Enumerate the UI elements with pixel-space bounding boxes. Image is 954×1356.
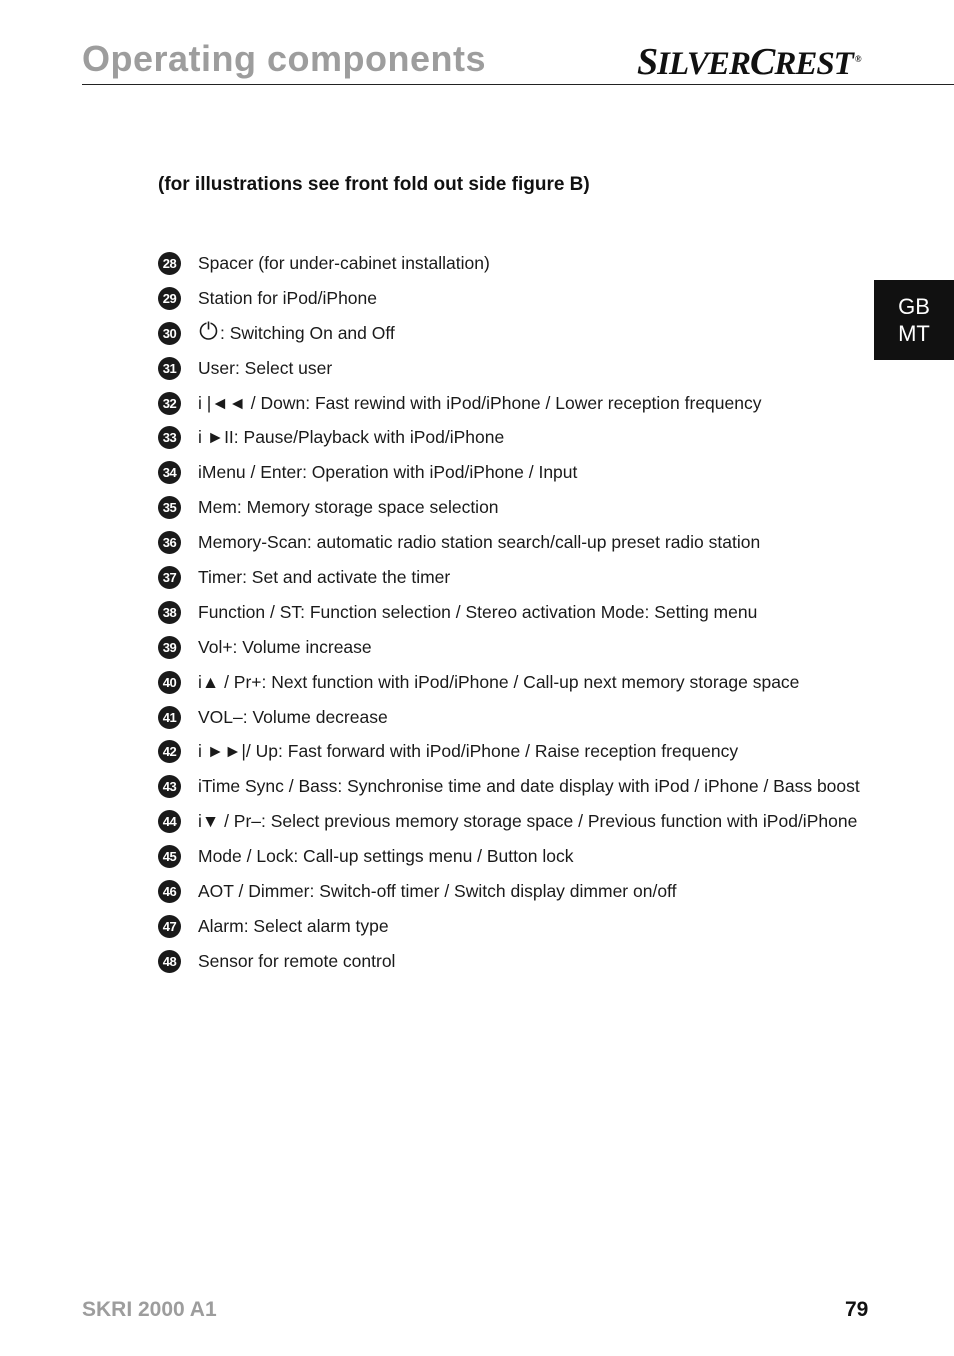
item-description: Vol+: Volume increase [198,636,372,657]
item-number-badge: 40 [158,671,181,694]
list-item [158,386,860,421]
list-item [158,351,860,386]
list-item [158,665,860,700]
item-number-badge: 36 [158,531,181,554]
list-item [158,769,860,804]
list-item [158,804,860,839]
item-description: Memory-Scan: automatic radio station search/call-up preset radio station [198,532,761,553]
list-item [158,630,860,665]
item-number-badge: 33 [158,426,181,449]
list-item [158,316,860,351]
item-number-badge: 43 [158,775,181,798]
list-item [158,525,860,560]
power-icon [198,320,219,346]
language-code-gb: GB [898,294,930,319]
item-number-badge: 32 [158,392,181,415]
item-number-badge: 28 [158,252,181,275]
item-number-badge: 38 [158,601,181,624]
item-number-badge: 45 [158,845,181,868]
language-tab [874,280,954,360]
item-description: Function / ST: Function selection / Stereo activation Mode: Setting menu [198,601,758,622]
list-item [158,490,860,525]
header-divider [82,84,954,85]
model-number: SKRI 2000 A1 [82,1298,217,1321]
item-description: AOT / Dimmer: Switch-off timer / Switch display dimmer on/off [198,880,677,901]
list-item [158,246,860,281]
list-item [158,874,860,909]
item-number-badge: 30 [158,322,181,345]
item-description: Timer: Set and activate the timer [198,566,451,587]
item-description: Sensor for remote control [198,950,396,971]
item-description: i▲ / Pr+: Next function with iPod/iPhone / Call-up next memory storage space [198,671,800,692]
list-item [158,595,860,630]
page-number: 79 [845,1298,869,1321]
item-description: Mode / Lock: Call-up settings menu / Button lock [198,846,574,867]
list-item [158,734,860,769]
figure-reference: (for illustrations see front fold out side figure B) [158,174,590,195]
list-item [158,700,860,735]
list-item [158,909,860,944]
item-number-badge: 37 [158,566,181,589]
item-number-badge: 31 [158,357,181,380]
item-description: i |◄◄ / Down: Fast rewind with iPod/iPhone / Lower reception frequency [198,392,762,413]
registered-mark: ® [854,54,861,64]
item-number-badge: 34 [158,461,181,484]
item-description: Mem: Memory storage space selection [198,497,499,518]
item-description: i ►II: Pause/Playback with iPod/iPhone [198,427,505,448]
list-item [158,281,860,316]
item-number-badge: 39 [158,636,181,659]
item-number-badge: 47 [158,915,181,938]
list-item [158,839,860,874]
item-description: i ►►|/ Up: Fast forward with iPod/iPhone / Raise reception frequency [198,741,739,762]
page-title: Operating components [82,38,487,79]
list-item [158,420,860,455]
item-number-badge: 35 [158,496,181,519]
item-number-badge: 41 [158,706,181,729]
brand-initial-s: S [637,41,658,83]
list-item [158,455,860,490]
brand-part-rest: REST [774,46,853,82]
components-list [158,246,860,979]
language-code-mt: MT [898,321,930,346]
list-item [158,560,860,595]
item-description: Spacer (for under-cabinet installation) [198,252,490,273]
item-number-badge: 44 [158,810,181,833]
silvercrest-logo [637,40,861,84]
item-description: : Switching On and Off [220,322,395,343]
item-number-badge: 42 [158,740,181,763]
item-description: User: Select user [198,357,333,378]
list-item [158,944,860,979]
item-description: Alarm: Select alarm type [198,915,389,936]
item-description: VOL–: Volume decrease [198,706,388,727]
item-description: i▼ / Pr–: Select previous memory storage space / Previous function with iPod/iPhone [198,811,858,832]
item-number-badge: 48 [158,950,181,973]
item-description: iTime Sync / Bass: Synchronise time and date display with iPod / iPhone / Bass boost [198,776,860,797]
item-number-badge: 46 [158,880,181,903]
brand-part-ilver: ILVER [657,46,750,82]
item-description: Station for iPod/iPhone [198,287,378,308]
brand-initial-c: C [749,41,775,83]
item-description: iMenu / Enter: Operation with iPod/iPhone / Input [198,462,578,483]
item-number-badge: 29 [158,287,181,310]
